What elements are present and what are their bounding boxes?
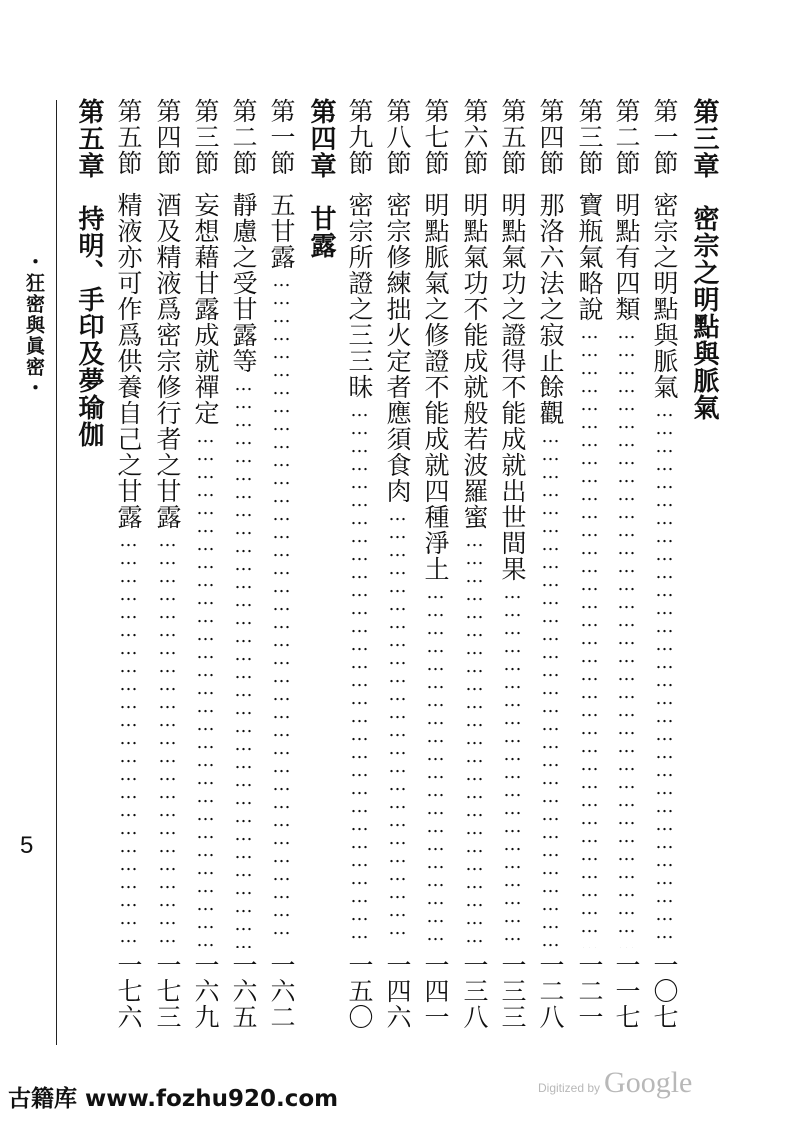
section-title: 寶瓶氣略說: [575, 192, 604, 322]
chapter-5-heading: [76, 98, 102, 1030]
section-label: 第四節: [153, 98, 182, 176]
toc-entry[interactable]: [614, 98, 639, 1030]
leader-dots: [385, 504, 410, 948]
toc-entry[interactable]: [155, 98, 180, 1030]
toc-entry[interactable]: [500, 98, 525, 1030]
section-label: 第二節: [229, 98, 258, 176]
toc-entry[interactable]: [462, 98, 487, 1030]
running-book-title: ・狂密與眞密・: [23, 252, 45, 399]
section-title: 妄想藉甘露成就禪定: [191, 192, 220, 426]
leader-dots: [231, 374, 256, 948]
site-url: www.fozhu920.com: [85, 1086, 339, 1112]
page-number: 一二一: [575, 952, 604, 1030]
page-number: 一〇七: [650, 952, 679, 1030]
digitized-by-google: [538, 1066, 692, 1100]
page-number: 一五〇: [345, 952, 374, 1030]
leader-dots: [614, 322, 639, 948]
section-label: 第五節: [114, 98, 143, 176]
toc-entry[interactable]: [538, 98, 563, 1030]
toc-entry[interactable]: [193, 98, 218, 1030]
digitized-by-label: Digitized by: [538, 1081, 601, 1095]
leader-dots: [269, 270, 294, 948]
leader-dots: [500, 582, 525, 948]
page-number: 一三三: [498, 952, 527, 1030]
section-title: 酒及精液爲密宗修行者之甘露: [153, 192, 182, 530]
chapter-title: 持明、手印及夢瑜伽: [74, 205, 104, 448]
page-number: 一一七: [612, 952, 641, 1030]
site-name: 古籍库: [8, 1086, 77, 1112]
page-folio: 5: [20, 832, 34, 859]
page-number: 一四一: [421, 952, 450, 1030]
margin-rule: [56, 100, 57, 1045]
leader-dots: [347, 400, 372, 948]
section-title: 靜慮之受甘露等: [229, 192, 258, 374]
leader-dots: [193, 426, 218, 948]
section-label: 第二節: [612, 98, 641, 176]
leader-dots: [423, 582, 448, 948]
section-label: 第九節: [345, 98, 374, 176]
page-number: 一六九: [191, 952, 220, 1030]
section-label: 第一節: [650, 98, 679, 176]
section-label: 第四節: [536, 98, 565, 176]
chapter-title: 甘露: [306, 205, 336, 259]
toc-entry[interactable]: [385, 98, 410, 1030]
leader-dots: [155, 530, 180, 948]
page-number: 一七三: [153, 952, 182, 1030]
section-title: 明點氣功之證得不能成就出世間果: [498, 192, 527, 582]
section-title: 明點脈氣之修證不能成就四種淨土: [421, 192, 450, 582]
chapter-label: 第四章: [306, 98, 336, 179]
page-number: 一六二: [267, 952, 296, 1030]
page-number: 一三八: [460, 952, 489, 1030]
section-title: 明點氣功不能成就般若波羅蜜: [460, 192, 489, 530]
section-label: 第八節: [383, 98, 412, 176]
toc-entry[interactable]: [231, 98, 256, 1030]
section-label: 第一節: [267, 98, 296, 176]
leader-dots: [538, 426, 563, 948]
chapter-3-heading: [691, 98, 717, 1030]
toc-entry[interactable]: [347, 98, 372, 1030]
section-title: 明點有四類: [612, 192, 641, 322]
page-number: 一七六: [114, 952, 143, 1030]
page-number: 一四六: [383, 952, 412, 1030]
chapter-label: 第五章: [74, 98, 104, 179]
toc-entry[interactable]: [423, 98, 448, 1030]
toc-entry[interactable]: [116, 98, 141, 1030]
chapter-label: 第三章: [689, 98, 719, 179]
section-title: 密宗之明點與脈氣: [650, 192, 679, 400]
site-watermark: [8, 1080, 338, 1113]
chapter-4-heading: [308, 98, 334, 1030]
leader-dots: [116, 530, 141, 948]
section-title: 密宗所證之三三昧: [345, 192, 374, 400]
leader-dots: [462, 530, 487, 948]
section-title: 五甘露: [267, 192, 296, 270]
page-number: 一二八: [536, 952, 565, 1030]
section-title: 密宗修練拙火定者應須食肉: [383, 192, 412, 504]
section-title: 那洛六法之寂止餘觀: [536, 192, 565, 426]
section-label: 第七節: [421, 98, 450, 176]
leader-dots: [652, 400, 677, 948]
toc-entry[interactable]: [577, 98, 602, 1030]
section-label: 第六節: [460, 98, 489, 176]
page-number: 一六五: [229, 952, 258, 1030]
section-label: 第三節: [575, 98, 604, 176]
section-label: 第五節: [498, 98, 527, 176]
toc-entry[interactable]: [652, 98, 677, 1030]
section-title: 精液亦可作爲供養自己之甘露: [114, 192, 143, 530]
google-logo: Google: [604, 1066, 693, 1099]
chapter-title: 密宗之明點與脈氣: [689, 205, 719, 421]
section-label: 第三節: [191, 98, 220, 176]
toc-entry[interactable]: [269, 98, 294, 1030]
leader-dots: [577, 322, 602, 948]
